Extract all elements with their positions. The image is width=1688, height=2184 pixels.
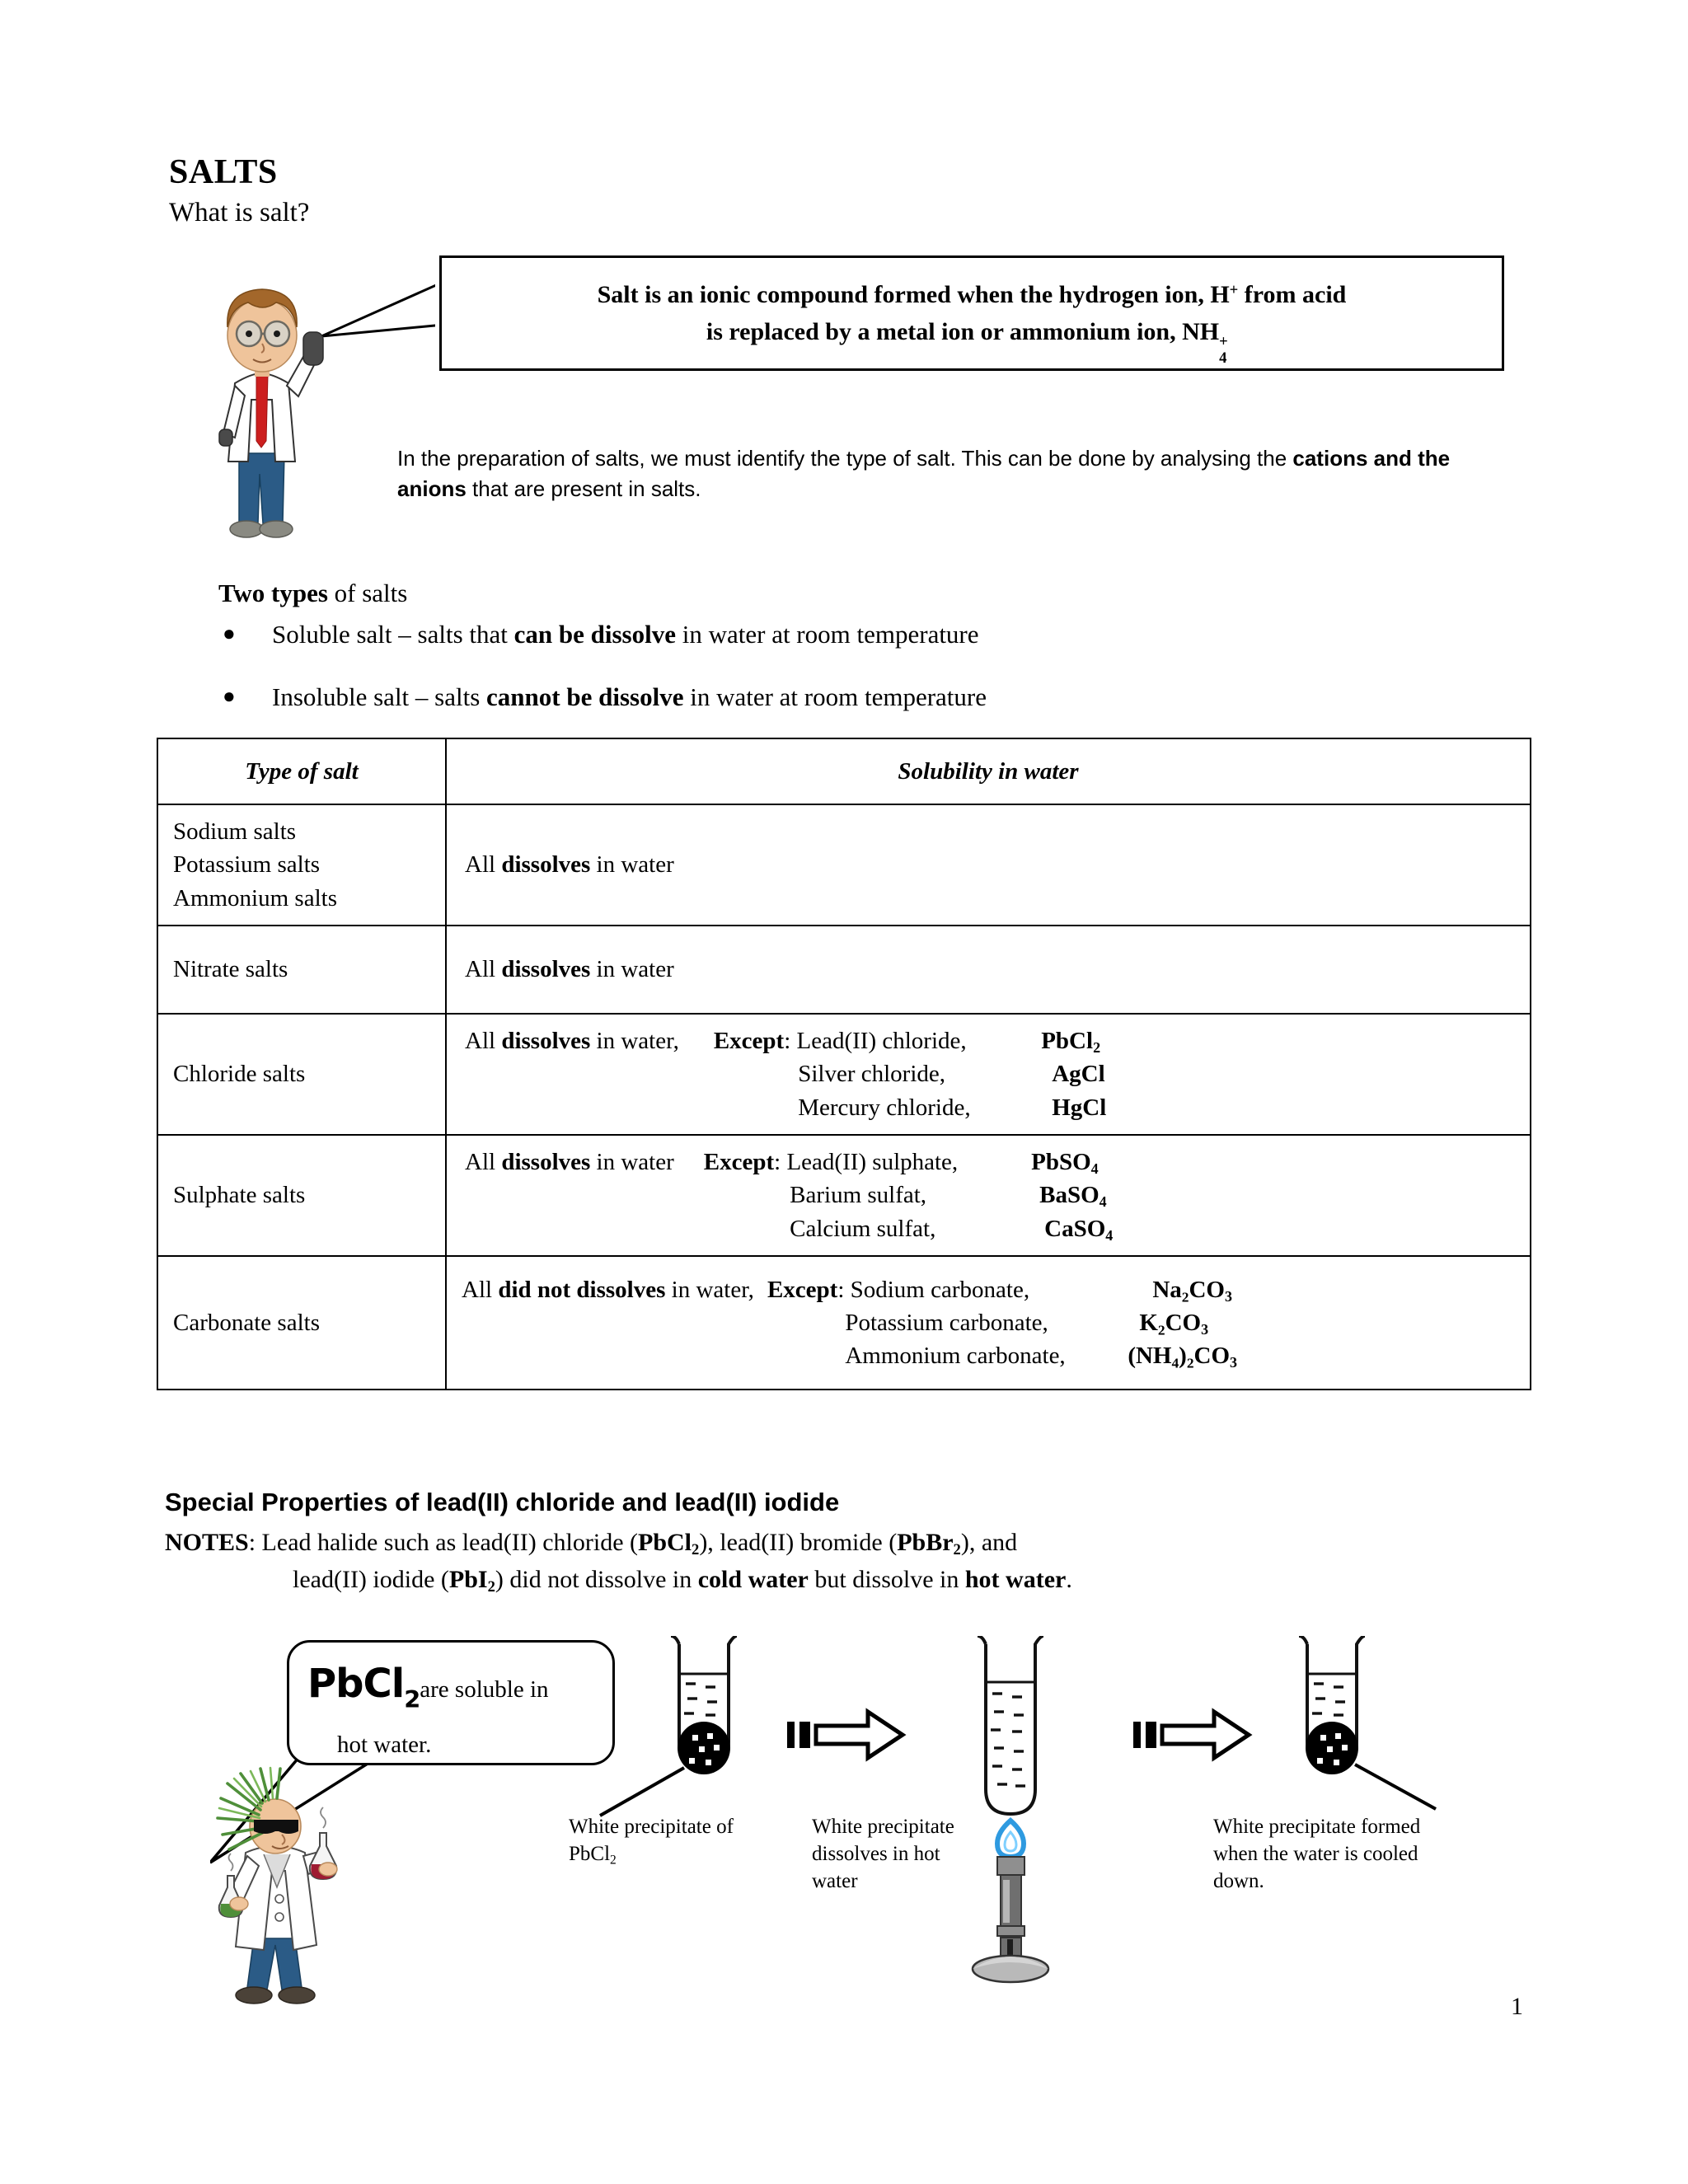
callout-line-2: hot water. [337, 1732, 432, 1758]
arrow-right-1-icon [787, 1712, 903, 1758]
exception-formula [1031, 1179, 1107, 1212]
definition-text-b: from acid [1238, 280, 1347, 308]
bullet-1-pre: Soluble salt – salts that [272, 620, 514, 649]
table-header-type: Type of salt [157, 738, 446, 804]
table-row [157, 1135, 1531, 1256]
exception-item [837, 1339, 1237, 1372]
caption-white-precipitate-of-pbcl2 [569, 1813, 808, 1868]
row-solubility-cell [446, 1256, 1531, 1390]
exception-name: : Lead(II) sulphate, [774, 1149, 959, 1176]
exception-name: Calcium sulfat, [790, 1215, 936, 1242]
exception-formula-text: K₂CO [1139, 1309, 1202, 1336]
type-line: Ammonium salts [173, 884, 337, 912]
row-type-cell [157, 1135, 446, 1256]
notes-formula-pbi2-sub: 2 [487, 1578, 495, 1596]
exception-name: : Sodium carbonate, [837, 1276, 1030, 1303]
caption-2-line-3: water [812, 1870, 858, 1892]
row-solubility-cell [446, 1135, 1531, 1256]
exception-formula-sub: 4 [1090, 1160, 1099, 1178]
definition-line-2 [706, 314, 1237, 367]
notes-text-b: ), lead(II) bromide ( [699, 1529, 898, 1556]
ammonium-charge-sup: + [1219, 333, 1228, 350]
exception-formula [1128, 1339, 1237, 1372]
exception-formula-text: PbSO [1031, 1149, 1091, 1176]
solubility-pre: All [465, 1028, 502, 1055]
row-solubility-cell [446, 1014, 1531, 1135]
bullet-dot-icon: ● [223, 621, 236, 645]
two-types-heading [218, 579, 407, 608]
definition-callout-box [439, 255, 1504, 371]
definition-line-1 [598, 277, 1347, 313]
test-tube-1-icon [600, 1636, 737, 1816]
exception-name: Silver chloride, [798, 1061, 946, 1088]
exception-list [784, 1024, 1106, 1123]
solubility-lead [465, 1149, 674, 1176]
table-row [157, 1256, 1531, 1390]
bullet-1-post: in water at room temperature [675, 620, 979, 649]
solubility-pre: All [465, 851, 502, 878]
two-types-heading-rest: of salts [327, 579, 408, 607]
notes-text-a: : Lead halide such as lead(II) chloride ( [248, 1529, 638, 1556]
exception-item [837, 1273, 1237, 1306]
exception-formula-sub: 3 [1224, 1288, 1232, 1305]
type-line: Carbonate salts [173, 1309, 320, 1336]
solubility-pre: All [465, 956, 502, 982]
solubility-lead [462, 1277, 754, 1304]
page-number: 1 [1511, 1993, 1523, 2020]
except-label: Except [713, 1028, 785, 1055]
solubility-bold: dissolves [501, 956, 591, 982]
notes2-text-b: ) did not dissolve in [495, 1566, 698, 1593]
notes-label: NOTES [165, 1529, 249, 1556]
test-tube-3-icon [1299, 1636, 1436, 1809]
solubility-post: in water [590, 851, 674, 878]
row-type-cell [157, 926, 446, 1014]
exception-item [837, 1306, 1237, 1339]
exception-name: Barium sulfat, [790, 1182, 927, 1209]
intro-text-2: that are present in salts. [466, 476, 701, 501]
exception-name: Ammonium carbonate, [845, 1343, 1066, 1369]
callout-rest-text: are soluble in [420, 1676, 549, 1703]
table-row [157, 926, 1531, 1014]
bullet-2-bold: cannot be dissolve [486, 682, 684, 711]
exception-formula-sub: 2 [1093, 1039, 1101, 1057]
caption-3-line-1: White precipitate formed [1213, 1816, 1421, 1838]
exception-formula-sub: 4 [1099, 1193, 1107, 1211]
intro-bold-cations-anions: cations and the anions [397, 446, 1451, 501]
notes-formula-pbbr2-sub: 2 [953, 1541, 961, 1559]
exception-name: : Lead(II) chloride, [784, 1028, 967, 1055]
exception-formula-text: Na₂CO [1152, 1276, 1225, 1303]
notes-line-2 [293, 1566, 1072, 1594]
exception-formula-sub: 3 [1201, 1321, 1209, 1338]
notes-formula-pbcl2 [638, 1529, 700, 1559]
table-header-solubility: Solubility in water [446, 738, 1531, 804]
student-chemist-clipart [194, 276, 338, 544]
page-title: SALTS [169, 153, 278, 191]
exception-formula [1041, 1091, 1106, 1124]
caption-precipitate-dissolves-hot-water [812, 1813, 1018, 1895]
exception-name: Potassium carbonate, [845, 1309, 1048, 1336]
exception-list [774, 1146, 1113, 1244]
callout-line-1 [307, 1661, 549, 1713]
exception-item [784, 1057, 1106, 1090]
definition-text-a: Salt is an ionic compound formed when the hydrogen ion, H [597, 280, 1230, 308]
notes-formula-pbi2-text: PbI [448, 1566, 488, 1593]
exception-formula-sub: 4 [1105, 1226, 1114, 1244]
special-properties-heading: Special Properties of lead(II) chloride and lead(II) iodide [165, 1488, 840, 1516]
exception-formula-text: (NH₄)₂CO [1128, 1343, 1231, 1369]
type-line: Nitrate salts [173, 956, 288, 982]
notes2-text-a: lead(II) iodide ( [293, 1566, 449, 1593]
solubility-post: in water [590, 1149, 674, 1176]
solubility-post: in water, [590, 1028, 679, 1055]
ammonium-sub: 4 [1219, 349, 1227, 367]
list-item [223, 620, 1376, 649]
notes2-bold-hot-water: hot water [964, 1566, 1067, 1593]
caption-1-formula: PbCl [569, 1843, 611, 1865]
row-type-cell [157, 1014, 446, 1135]
bullet-1-text [272, 620, 1376, 649]
intro-paragraph [397, 443, 1518, 504]
caption-2-line-1: White precipitate [812, 1816, 954, 1838]
notes-text-c: ), and [960, 1529, 1018, 1556]
callout-formula-sub: 2 [404, 1685, 420, 1713]
solubility-pre: All [465, 1149, 502, 1176]
bullet-dot-icon: ● [223, 684, 236, 708]
exception-formula-text: PbCl [1041, 1028, 1094, 1055]
exception-formula-text: AgCl [1052, 1061, 1105, 1088]
callout-formula-pbcl2 [307, 1661, 420, 1713]
exception-formula-text: CaSO [1044, 1215, 1106, 1242]
list-item [223, 682, 1376, 712]
bullet-1-bold: can be dissolve [513, 620, 676, 649]
exception-list [837, 1273, 1237, 1372]
row-solubility-cell [446, 804, 1531, 926]
two-types-heading-bold: Two types [218, 579, 328, 607]
bullet-2-pre: Insoluble salt – salts [272, 682, 487, 711]
bullet-2-text [272, 682, 1376, 712]
solubility-table [157, 738, 1531, 1390]
solubility-post: in water [590, 956, 674, 982]
exception-formula-sub: 3 [1230, 1354, 1237, 1371]
definition-text-c: is replaced by a metal ion or ammonium ion, NH [706, 318, 1220, 345]
exception-formula-text: HgCl [1052, 1094, 1107, 1121]
solubility-bold: dissolves [501, 1028, 591, 1055]
caption-precipitate-formed-on-cooling [1213, 1813, 1485, 1895]
solubility-bold: dissolves [501, 851, 591, 878]
exception-formula [1041, 1024, 1100, 1057]
exception-item [784, 1091, 1106, 1124]
notes-formula-pbi2 [448, 1566, 495, 1596]
exception-item [774, 1179, 1113, 1212]
caption-3-line-3: down. [1213, 1870, 1264, 1892]
solubility-pre: All [462, 1276, 499, 1303]
callout-formula-text: PbCl [307, 1661, 405, 1707]
solubility-lead [465, 1028, 679, 1055]
mad-scientist-clipart [196, 1764, 377, 2011]
exception-item [774, 1146, 1113, 1179]
bullet-2-post: in water at room temperature [683, 682, 987, 711]
exception-item [784, 1024, 1106, 1057]
row-solubility-cell [446, 926, 1531, 1014]
notes-formula-pbcl2-sub: 2 [692, 1541, 700, 1559]
notes-formula-pbbr2 [897, 1529, 961, 1559]
exception-name: Mercury chloride, [798, 1094, 971, 1121]
type-line: Sulphate salts [173, 1182, 306, 1208]
except-label: Except [767, 1276, 838, 1303]
table-row [157, 804, 1531, 926]
except-label: Except [703, 1149, 775, 1176]
notes2-text-d: . [1066, 1566, 1072, 1593]
notes2-bold-cold-water: cold water [697, 1566, 809, 1593]
table-row [157, 1014, 1531, 1135]
caption-3-line-2: when the water is cooled [1213, 1843, 1418, 1865]
exception-formula-text: BaSO [1039, 1182, 1100, 1209]
exception-formula [1128, 1306, 1208, 1339]
solubility-post: in water, [665, 1276, 754, 1303]
caption-1-formula-sub: 2 [610, 1853, 617, 1868]
row-type-cell [157, 1256, 446, 1390]
type-line: Potassium salts [173, 851, 321, 879]
notes-formula-pbcl2-text: PbCl [638, 1529, 692, 1556]
caption-1-line-2 [569, 1840, 808, 1868]
row-type-cell [157, 804, 446, 926]
speech-bubble-tail-top-icon [321, 272, 445, 371]
caption-2-line-2: dissolves in hot [812, 1843, 940, 1865]
arrow-right-2-icon [1133, 1712, 1249, 1758]
test-tube-2-icon [978, 1636, 1043, 1814]
type-line: Sodium salts [173, 818, 297, 846]
intro-text-1: In the preparation of salts, we must identify the type of salt. This can be done by analysing the [397, 446, 1293, 471]
pbcl2-hot-water-callout [287, 1640, 615, 1765]
notes2-text-c: but dissolve in [808, 1566, 965, 1593]
caption-1-line-1: White precipitate of [569, 1816, 734, 1838]
exception-formula [1128, 1273, 1232, 1306]
notes-line-1 [165, 1529, 1017, 1557]
type-line: Chloride salts [173, 1061, 306, 1087]
table-header-row [157, 738, 1531, 804]
exception-formula [1031, 1212, 1113, 1245]
notes-formula-pbbr2-text: PbBr [897, 1529, 954, 1556]
exception-formula [1041, 1057, 1104, 1090]
solubility-bold: dissolves [501, 1149, 591, 1176]
page-subtitle: What is salt? [169, 198, 310, 227]
exception-item [774, 1212, 1113, 1245]
exception-formula [1031, 1146, 1099, 1179]
hydrogen-charge-sup: + [1229, 281, 1239, 299]
solubility-bold: did not dissolves [498, 1276, 666, 1303]
